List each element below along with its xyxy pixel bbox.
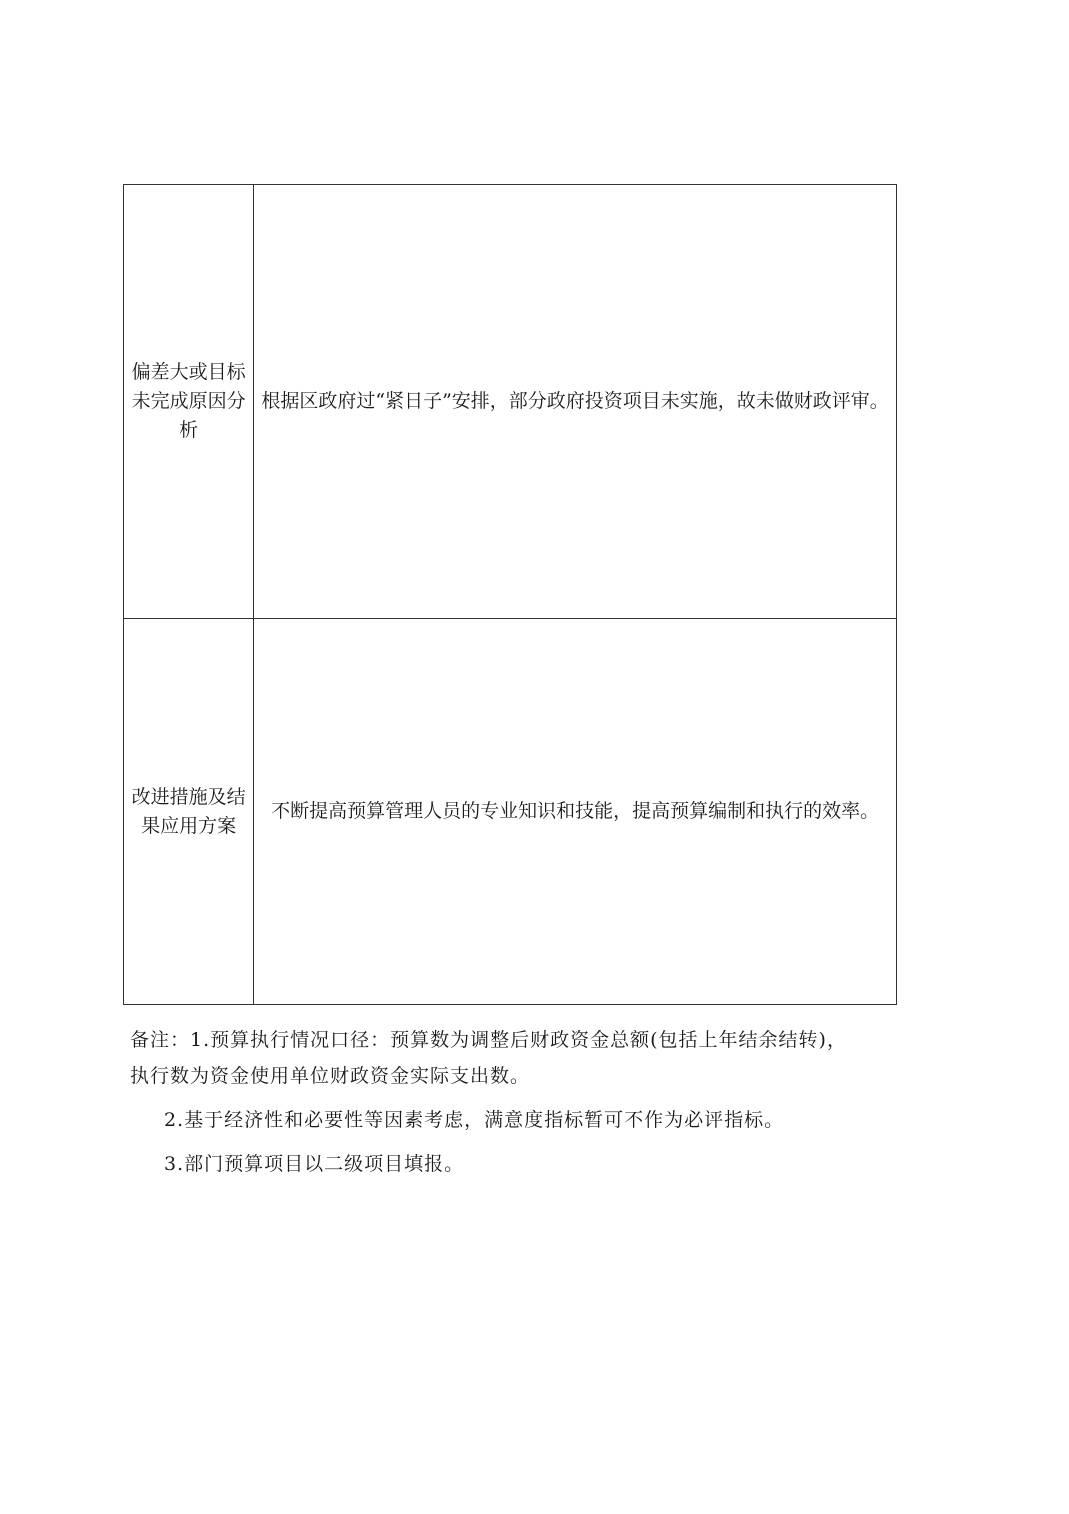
improvement-measures-content-cell: [254, 619, 897, 1005]
deviation-analysis-label: 偏差大或目标未完成原因分析: [131, 361, 246, 441]
table-row: [124, 185, 897, 619]
table-row: [124, 619, 897, 1005]
note-1-line-2: 执行数为资金使用单位财政资金实际支出数。: [130, 1065, 531, 1087]
deviation-analysis-label-cell: [124, 185, 254, 619]
note-2: 2.基于经济性和必要性等因素考虑，满意度指标暂可不作为必评指标。: [164, 1109, 785, 1131]
evaluation-table: [123, 184, 897, 1005]
improvement-measures-label: 改进措施及结果应用方案: [131, 785, 246, 837]
note-1-line-1: 备注：1.预算执行情况口径：预算数为调整后财政资金总额(包括上年结余结转)，: [130, 1029, 847, 1051]
deviation-analysis-content-cell: [254, 185, 897, 619]
improvement-measures-label-cell: [124, 619, 254, 1005]
notes-section: [130, 1022, 920, 1182]
improvement-measures-text: 不断提高预算管理人员的专业知识和技能，提高预算编制和执行的效率。: [271, 800, 880, 822]
deviation-analysis-text: 根据区政府过“紧日子”安排，部分政府投资项目未实施，故未做财政评审。: [261, 390, 889, 412]
note-3: 3.部门预算项目以二级项目填报。: [164, 1153, 465, 1175]
